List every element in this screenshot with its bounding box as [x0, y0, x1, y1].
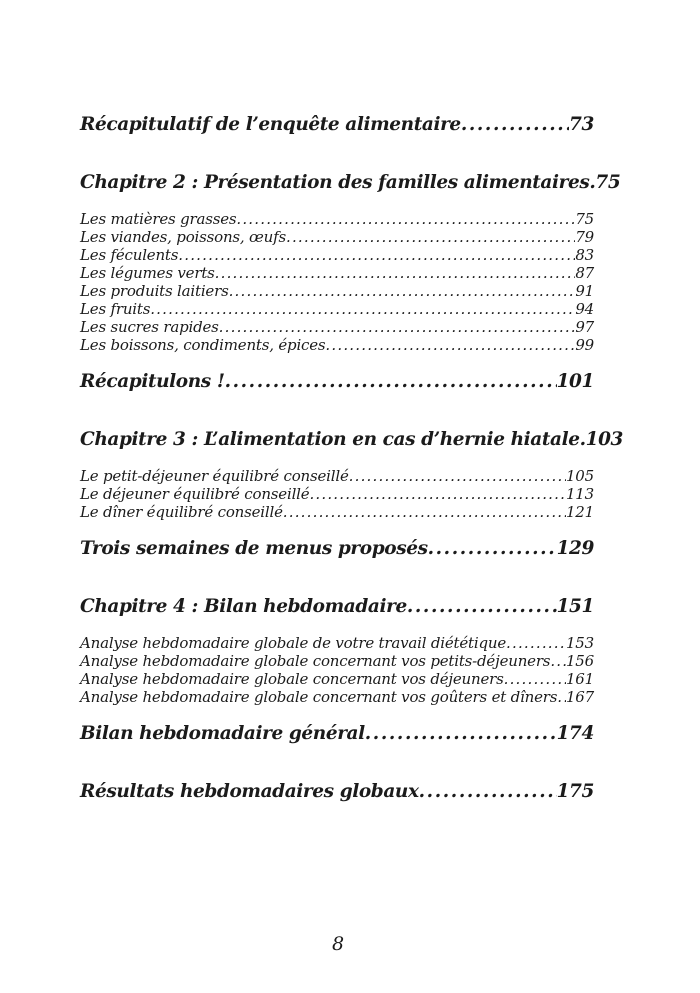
toc-item-label: Les fruits — [80, 300, 151, 318]
dot-leader — [150, 300, 575, 318]
toc-item-page: 113 — [565, 485, 594, 503]
page-number: 8 — [331, 933, 345, 955]
toc-heading — [80, 721, 594, 747]
toc-heading — [80, 536, 594, 562]
toc-heading-page: 101 — [556, 371, 594, 392]
toc-section — [80, 112, 594, 138]
toc-item — [80, 634, 594, 652]
toc-item-page: 99 — [575, 336, 594, 354]
dot-leader — [236, 210, 575, 228]
toc-item-list — [80, 210, 594, 354]
toc-heading-label: Trois semaines de menus proposés — [80, 538, 428, 559]
toc-item-page: 79 — [575, 228, 594, 246]
toc-heading-label: Chapitre 3 : L’alimentation en cas d’hernie hiatale — [80, 429, 580, 450]
dot-leader — [550, 652, 566, 670]
toc-heading-page: 174 — [556, 723, 594, 744]
toc-item-page: 156 — [565, 652, 594, 670]
toc-section — [80, 369, 594, 395]
toc-item-label: Analyse hebdomadaire globale concernant vos déjeuners — [80, 670, 504, 688]
toc-heading-label: Récapitulatif de l’enquête alimentaire — [80, 114, 461, 135]
dot-leader — [309, 485, 566, 503]
toc-heading-page: 75 — [595, 172, 621, 193]
toc-heading-page: 175 — [556, 781, 594, 802]
toc-item — [80, 503, 594, 521]
toc-item-page: 97 — [575, 318, 594, 336]
toc-item-label: Les boissons, condiments, épices — [80, 336, 326, 354]
dot-leader — [325, 336, 575, 354]
toc-section — [80, 594, 594, 706]
toc-heading-label: Chapitre 2 : Présentation des familles alimentaires — [80, 172, 590, 193]
toc-item-page: 94 — [575, 300, 594, 318]
toc-section — [80, 779, 594, 805]
dot-leader — [178, 246, 575, 264]
toc-item — [80, 228, 594, 246]
toc-item-label: Les viandes, poissons, œufs — [80, 228, 286, 246]
toc-item — [80, 652, 594, 670]
table-of-contents — [80, 0, 624, 805]
toc-item — [80, 485, 594, 503]
toc-item-list — [80, 467, 594, 521]
toc-item-label: Les sucres rapides — [80, 318, 219, 336]
toc-item-label: Le petit-déjeuner équilibré conseillé — [80, 467, 349, 485]
toc-heading — [80, 594, 594, 620]
toc-heading-page: 73 — [569, 114, 594, 135]
toc-heading-page: 151 — [556, 596, 594, 617]
toc-item-page: 105 — [565, 467, 594, 485]
toc-item — [80, 467, 594, 485]
toc-item-label: Le déjeuner équilibré conseillé — [80, 485, 310, 503]
toc-heading — [80, 369, 594, 395]
toc-item-page: 121 — [565, 503, 594, 521]
dot-leader — [286, 228, 575, 246]
dot-leader — [365, 721, 557, 747]
toc-section — [80, 170, 621, 354]
toc-item — [80, 300, 594, 318]
toc-item-page: 75 — [575, 210, 594, 228]
toc-item-page: 91 — [575, 282, 594, 300]
dot-leader — [428, 536, 557, 562]
toc-item-label: Les légumes verts — [80, 264, 215, 282]
toc-item — [80, 688, 594, 706]
toc-section — [80, 721, 594, 747]
toc-heading-label: Bilan hebdomadaire général — [80, 723, 365, 744]
toc-item-label: Le dîner équilibré conseillé — [80, 503, 283, 521]
toc-item — [80, 246, 594, 264]
toc-heading-label: Récapitulons ! — [80, 371, 225, 392]
toc-item — [80, 318, 594, 336]
toc-item — [80, 264, 594, 282]
toc-item-label: Les féculents — [80, 246, 179, 264]
toc-item-page: 161 — [565, 670, 594, 688]
toc-item — [80, 282, 594, 300]
toc-heading — [80, 112, 594, 138]
dot-leader — [219, 318, 576, 336]
toc-item-label: Analyse hebdomadaire globale concernant vos petits-déjeuners — [80, 652, 551, 670]
dot-leader — [461, 112, 569, 138]
toc-item-page: 87 — [575, 264, 594, 282]
dot-leader — [504, 670, 566, 688]
toc-heading-label: Résultats hebdomadaires globaux — [80, 781, 419, 802]
toc-item-label: Les produits laitiers — [80, 282, 229, 300]
toc-item-page: 167 — [565, 688, 594, 706]
toc-section — [80, 427, 624, 521]
toc-heading-label: Chapitre 4 : Bilan hebdomadaire — [80, 596, 407, 617]
toc-item-page: 83 — [575, 246, 594, 264]
toc-item-label: Analyse hebdomadaire globale concernant vos goûters et dîners — [80, 688, 558, 706]
dot-leader — [557, 688, 566, 706]
toc-item-page: 153 — [565, 634, 594, 652]
toc-heading — [80, 427, 624, 453]
dot-leader — [407, 594, 557, 620]
toc-item — [80, 336, 594, 354]
toc-section — [80, 536, 594, 562]
toc-heading — [80, 170, 621, 196]
toc-heading-page: 103 — [585, 429, 624, 450]
toc-item-label: Analyse hebdomadaire globale de votre travail diététique — [80, 634, 507, 652]
toc-item-label: Les matières grasses — [80, 210, 237, 228]
toc-heading-page: 129 — [556, 538, 594, 559]
toc-heading — [80, 779, 594, 805]
dot-leader — [225, 369, 557, 395]
toc-item — [80, 210, 594, 228]
dot-leader — [215, 264, 576, 282]
dot-leader — [283, 503, 566, 521]
dot-leader — [229, 282, 576, 300]
dot-leader — [506, 634, 566, 652]
dot-leader — [419, 779, 557, 805]
dot-leader — [349, 467, 566, 485]
toc-item — [80, 670, 594, 688]
toc-item-list — [80, 634, 594, 706]
